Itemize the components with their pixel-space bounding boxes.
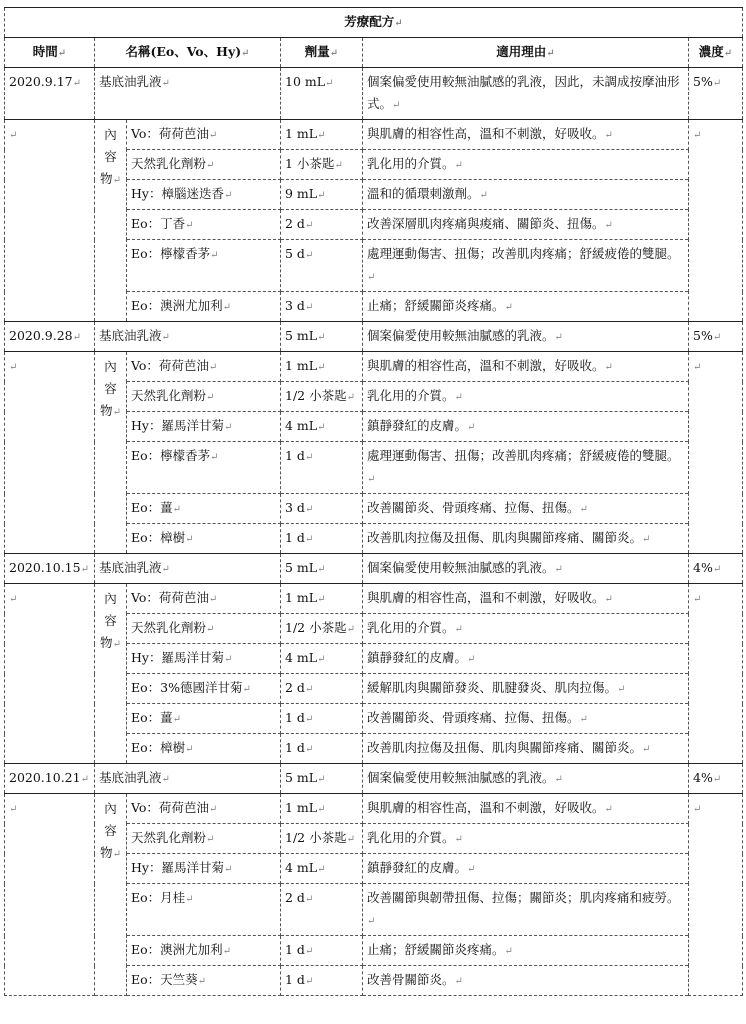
ingredient-dose-cell: 3 d↵ [281,494,363,524]
ingredient-reason-cell: 與肌膚的相容性高，溫和不刺激，好吸收。↵ [363,584,689,614]
ingredient-dose-cell: 4 mL↵ [281,644,363,674]
ingredient-dose-cell: 1 mL↵ [281,120,363,150]
ingredient-name-cell: Eo：檸檬香茅↵ [127,442,281,494]
base-dose-cell: 10 mL↵ [281,68,363,120]
aromatherapy-formula-table [4,7,743,996]
ingredient-dose-cell: 1 mL↵ [281,584,363,614]
base-dose-cell: 5 mL↵ [281,764,363,794]
ingredient-name-cell: Eo：樟樹↵ [127,734,281,764]
ingredient-reason-cell: 改善肌肉拉傷及扭傷、肌肉與關節疼痛、關節炎。↵ [363,524,689,554]
ingredient-dose-cell: 4 mL↵ [281,412,363,442]
empty-concentration-cell: ↵ [689,794,743,996]
ingredient-name-cell: Eo：3%德國洋甘菊↵ [127,674,281,704]
ingredient-reason-cell: 改善關節炎、骨頭疼痛、拉傷、扭傷。↵ [363,704,689,734]
ingredient-dose-cell: 9 mL↵ [281,180,363,210]
ingredient-name-cell: Hy：羅馬洋甘菊↵ [127,854,281,884]
ingredient-reason-cell: 與肌膚的相容性高，溫和不刺激，好吸收。↵ [363,794,689,824]
base-name-cell: 基底油乳液↵ [95,322,281,352]
ingredient-row [5,352,743,382]
empty-time-cell: ↵ [5,352,95,554]
group-base-row [5,322,743,352]
ingredient-row [5,794,743,824]
ingredient-reason-cell: 改善深層肌肉疼痛與痠痛、關節炎、扭傷。↵ [363,210,689,240]
ingredient-dose-cell: 2 d↵ [281,674,363,704]
ingredient-dose-cell: 5 d↵ [281,240,363,292]
ingredient-dose-cell: 1 d↵ [281,704,363,734]
ingredient-reason-cell: 鎮靜發紅的皮膚。↵ [363,854,689,884]
ingredient-name-cell: Eo：天竺葵↵ [127,966,281,996]
date-cell: 2020.9.28↵ [5,322,95,352]
ingredient-reason-cell: 與肌膚的相容性高，溫和不刺激，好吸收。↵ [363,120,689,150]
ingredient-dose-cell: 2 d↵ [281,210,363,240]
base-dose-cell: 5 mL↵ [281,554,363,584]
concentration-cell: 5%↵ [689,68,743,120]
base-dose-cell: 5 mL↵ [281,322,363,352]
table-title: 芳療配方↵ [5,8,743,38]
empty-time-cell: ↵ [5,120,95,322]
inner-label-cell: 內容物↵ [95,794,127,996]
empty-concentration-cell: ↵ [689,120,743,322]
ingredient-dose-cell: 1 小茶匙↵ [281,150,363,180]
ingredient-dose-cell: 3 d↵ [281,292,363,322]
date-cell: 2020.10.15↵ [5,554,95,584]
ingredient-name-cell: Eo：樟樹↵ [127,524,281,554]
group-base-row [5,764,743,794]
base-reason-cell: 個案偏愛使用較無油膩感的乳液。↵ [363,554,689,584]
ingredient-name-cell: Hy：羅馬洋甘菊↵ [127,412,281,442]
inner-label-cell: 內容物↵ [95,352,127,554]
ingredient-name-cell: 天然乳化劑粉↵ [127,382,281,412]
ingredient-name-cell: Vo：荷荷芭油↵ [127,584,281,614]
header-reason: 適用理由↵ [363,38,689,68]
header-name: 名稱(Eo、Vo、Hy)↵ [95,38,281,68]
ingredient-name-cell: Eo：薑↵ [127,494,281,524]
inner-label-cell: 內容物↵ [95,584,127,764]
ingredient-name-cell: Eo：澳洲尤加利↵ [127,936,281,966]
ingredient-dose-cell: 1 d↵ [281,442,363,494]
ingredient-name-cell: Eo：薑↵ [127,704,281,734]
empty-time-cell: ↵ [5,794,95,996]
ingredient-reason-cell: 乳化用的介質。↵ [363,824,689,854]
header-time: 時間↵ [5,38,95,68]
ingredient-name-cell: Vo：荷荷芭油↵ [127,352,281,382]
ingredient-name-cell: Hy：羅馬洋甘菊↵ [127,644,281,674]
ingredient-reason-cell: 與肌膚的相容性高，溫和不刺激，好吸收。↵ [363,352,689,382]
base-name-cell: 基底油乳液↵ [95,764,281,794]
base-reason-cell: 個案偏愛使用較無油膩感的乳液，因此，未調成按摩油形式。↵ [363,68,689,120]
base-reason-cell: 個案偏愛使用較無油膩感的乳液。↵ [363,322,689,352]
ingredient-name-cell: 天然乳化劑粉↵ [127,150,281,180]
ingredient-dose-cell: 2 d↵ [281,884,363,936]
ingredient-reason-cell: 改善關節與韌帶扭傷、拉傷；關節炎；肌肉疼痛和疲勞。↵ [363,884,689,936]
date-cell: 2020.10.21↵ [5,764,95,794]
ingredient-reason-cell: 鎮靜發紅的皮膚。↵ [363,412,689,442]
ingredient-dose-cell: 1/2 小茶匙↵ [281,382,363,412]
ingredient-reason-cell: 緩解肌肉與關節發炎、肌腱發炎、肌肉拉傷。↵ [363,674,689,704]
header-concentration: 濃度↵ [689,38,743,68]
ingredient-reason-cell: 改善關節炎、骨頭疼痛、拉傷、扭傷。↵ [363,494,689,524]
header-dose: 劑量↵ [281,38,363,68]
concentration-cell: 5%↵ [689,322,743,352]
ingredient-reason-cell: 改善骨關節炎。↵ [363,966,689,996]
inner-label-cell: 內容物↵ [95,120,127,322]
ingredient-reason-cell: 止痛；舒緩關節炎疼痛。↵ [363,936,689,966]
base-reason-cell: 個案偏愛使用較無油膩感的乳液。↵ [363,764,689,794]
ingredient-dose-cell: 1 d↵ [281,966,363,996]
base-name-cell: 基底油乳液↵ [95,554,281,584]
concentration-cell: 4%↵ [689,554,743,584]
ingredient-dose-cell: 1/2 小茶匙↵ [281,614,363,644]
ingredient-dose-cell: 4 mL↵ [281,854,363,884]
ingredient-name-cell: 天然乳化劑粉↵ [127,614,281,644]
header-row [5,38,743,68]
title-row [5,8,743,38]
ingredient-dose-cell: 1 d↵ [281,734,363,764]
ingredient-name-cell: Hy：樟腦迷迭香↵ [127,180,281,210]
ingredient-reason-cell: 乳化用的介質。↵ [363,150,689,180]
ingredient-dose-cell: 1 d↵ [281,936,363,966]
ingredient-reason-cell: 處理運動傷害、扭傷；改善肌肉疼痛；舒緩疲倦的雙腿。↵ [363,240,689,292]
ingredient-dose-cell: 1 mL↵ [281,352,363,382]
empty-concentration-cell: ↵ [689,352,743,554]
ingredient-name-cell: Eo：丁香↵ [127,210,281,240]
ingredient-reason-cell: 乳化用的介質。↵ [363,614,689,644]
empty-time-cell: ↵ [5,584,95,764]
ingredient-reason-cell: 乳化用的介質。↵ [363,382,689,412]
ingredient-dose-cell: 1 d↵ [281,524,363,554]
ingredient-name-cell: Vo：荷荷芭油↵ [127,120,281,150]
ingredient-reason-cell: 鎮靜發紅的皮膚。↵ [363,644,689,674]
ingredient-dose-cell: 1/2 小茶匙↵ [281,824,363,854]
group-base-row [5,554,743,584]
ingredient-reason-cell: 止痛；舒緩關節炎疼痛。↵ [363,292,689,322]
ingredient-dose-cell: 1 mL↵ [281,794,363,824]
ingredient-reason-cell: 溫和的循環刺激劑。↵ [363,180,689,210]
base-name-cell: 基底油乳液↵ [95,68,281,120]
ingredient-reason-cell: 改善肌肉拉傷及扭傷、肌肉與關節疼痛、關節炎。↵ [363,734,689,764]
group-base-row [5,68,743,120]
ingredient-name-cell: 天然乳化劑粉↵ [127,824,281,854]
ingredient-name-cell: Vo：荷荷芭油↵ [127,794,281,824]
ingredient-name-cell: Eo：澳洲尤加利↵ [127,292,281,322]
ingredient-name-cell: Eo：月桂↵ [127,884,281,936]
ingredient-row [5,584,743,614]
ingredient-reason-cell: 處理運動傷害、扭傷；改善肌肉疼痛；舒緩疲倦的雙腿。↵ [363,442,689,494]
ingredient-name-cell: Eo：檸檬香茅↵ [127,240,281,292]
date-cell: 2020.9.17↵ [5,68,95,120]
ingredient-row [5,120,743,150]
concentration-cell: 4%↵ [689,764,743,794]
empty-concentration-cell: ↵ [689,584,743,764]
